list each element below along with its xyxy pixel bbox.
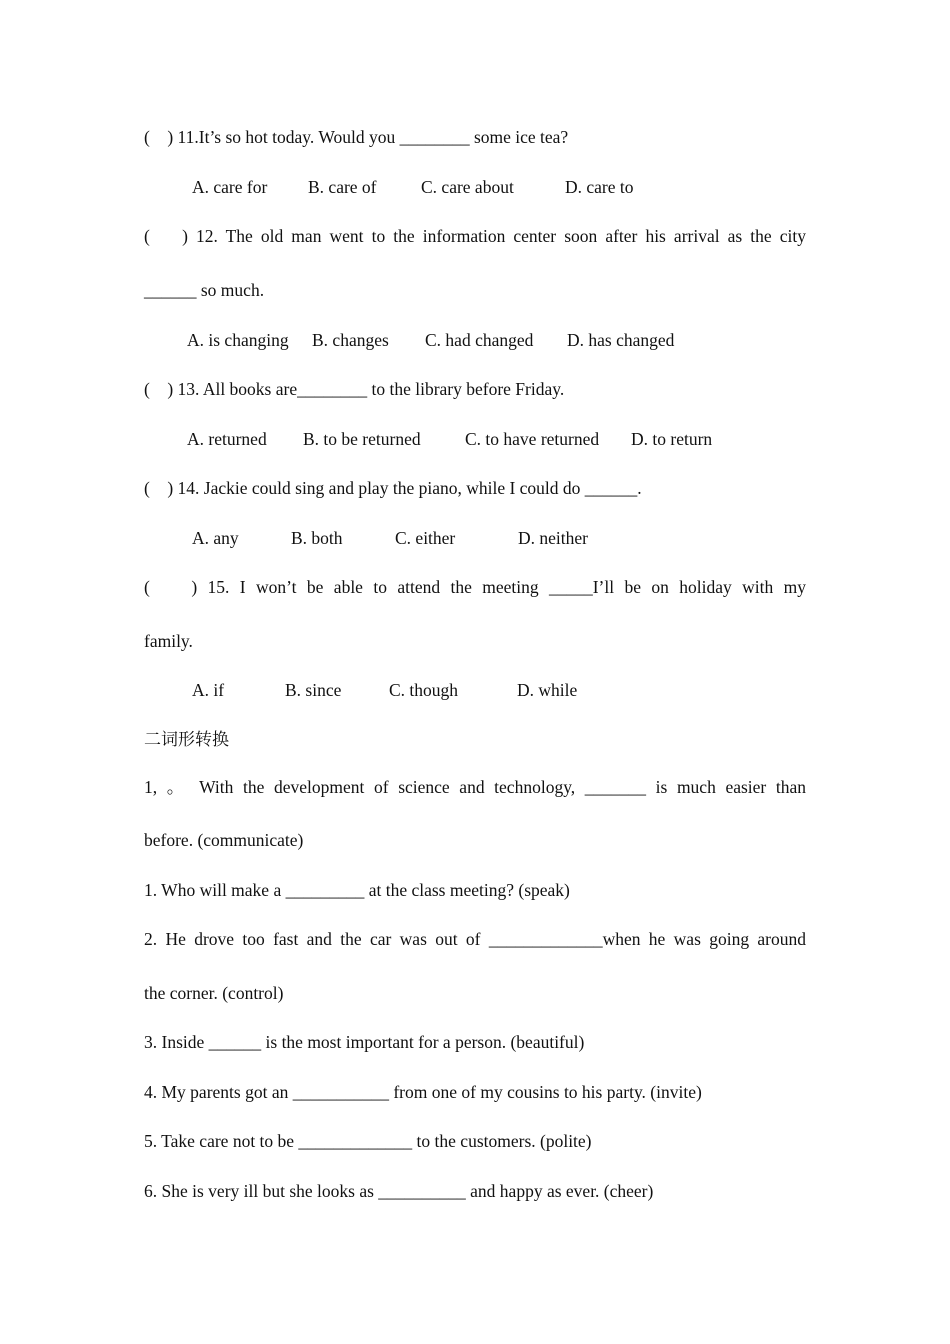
question-15-option-c: C. though: [389, 680, 459, 700]
section-2-heading: 二词形转换: [144, 730, 229, 750]
question-13-stem: ( ) 13. All books are________ to the library before Friday.: [144, 379, 565, 399]
word-form-item: 4. My parents got an ___________ from one of my cousins to his party. (invite): [144, 1082, 702, 1102]
question-13-option-b: B. to be returned: [303, 429, 421, 449]
question-13-option-d: D. to return: [631, 429, 713, 449]
question-15-stem-line-1: ( ) 15. I won’t be able to attend the meeting _____I’ll be on holiday with my: [144, 577, 806, 597]
question-12-option-c: C. had changed: [425, 330, 534, 350]
question-11-option-b: B. care of: [308, 177, 377, 197]
word-form-item: 5. Take care not to be _____________ to the customers. (polite): [144, 1131, 592, 1151]
question-11-option-a: A. care for: [192, 177, 268, 197]
word-form-item-line-1: 1, 。 With the development of science and technology, _______ is much easier than: [144, 777, 806, 797]
question-12-stem-line-2: ______ so much.: [144, 280, 265, 300]
question-15-option-d: D. while: [517, 680, 578, 700]
question-14-option-d: D. neither: [518, 528, 588, 548]
question-11-option-d: D. care to: [565, 177, 634, 197]
word-form-item: 3. Inside ______ is the most important for a person. (beautiful): [144, 1032, 585, 1052]
question-15-option-a: A. if: [192, 680, 225, 700]
question-11-option-c: C. care about: [421, 177, 514, 197]
word-form-item: 1. Who will make a _________ at the class meeting? (speak): [144, 880, 570, 900]
question-14-option-b: B. both: [291, 528, 343, 548]
word-form-item: 6. She is very ill but she looks as __________ and happy as ever. (cheer): [144, 1181, 654, 1201]
question-15-option-b: B. since: [285, 680, 342, 700]
question-14-stem: ( ) 14. Jackie could sing and play the piano, while I could do ______.: [144, 478, 642, 498]
question-11-stem: ( ) 11.It’s so hot today. Would you ________ some ice tea?: [144, 127, 569, 147]
question-15-stem-line-2: family.: [144, 631, 193, 651]
word-form-item-line-1: 2. He drove too fast and the car was out of _____________when he was going around: [144, 929, 806, 949]
question-12-option-b: B. changes: [312, 330, 389, 350]
question-12-option-a: A. is changing: [187, 330, 289, 350]
question-13-option-a: A. returned: [187, 429, 267, 449]
question-12-stem-line-1: ( ) 12. The old man went to the information center soon after his arrival as the city: [144, 226, 806, 246]
word-form-item-line-2: before. (communicate): [144, 830, 304, 850]
question-14-option-a: A. any: [192, 528, 239, 548]
word-form-item-line-2: the corner. (control): [144, 983, 284, 1003]
question-12-option-d: D. has changed: [567, 330, 675, 350]
question-13-option-c: C. to have returned: [465, 429, 600, 449]
question-14-option-c: C. either: [395, 528, 456, 548]
